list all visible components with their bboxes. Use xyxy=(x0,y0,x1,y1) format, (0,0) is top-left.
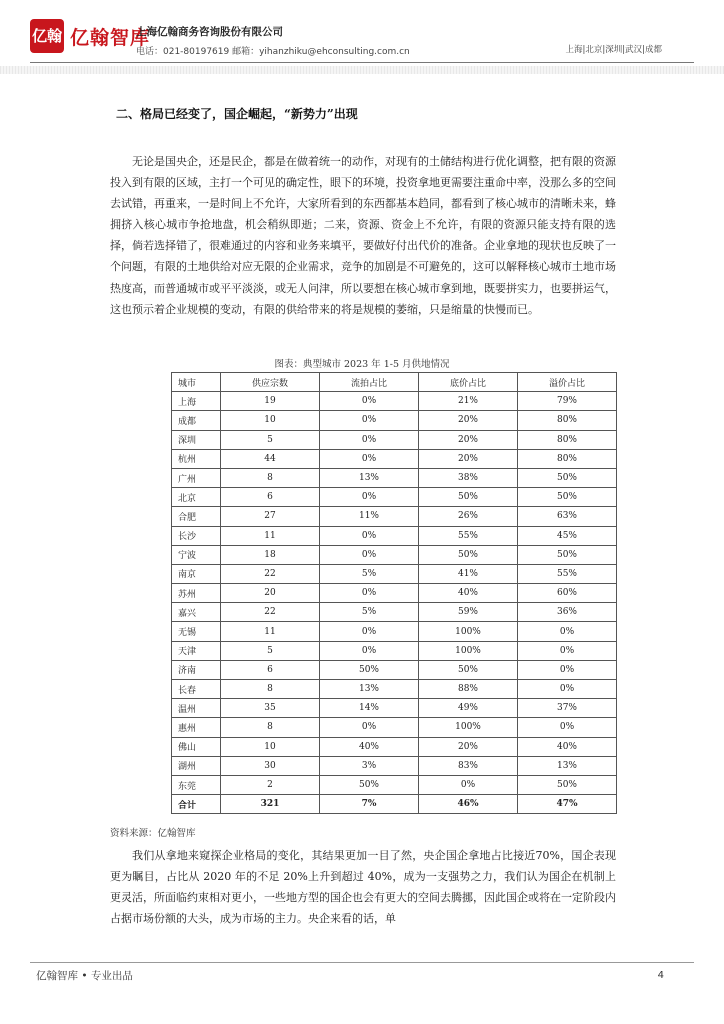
value-cell: 49% xyxy=(419,699,518,718)
city-cell: 杭州 xyxy=(172,449,221,468)
total-label-cell: 合计 xyxy=(172,795,221,814)
city-cell: 成都 xyxy=(172,411,221,430)
value-cell: 50% xyxy=(518,545,617,564)
table-row xyxy=(172,641,617,660)
value-cell: 6 xyxy=(221,488,320,507)
table-row xyxy=(172,718,617,737)
value-cell: 50% xyxy=(320,660,419,679)
total-value-cell: 47% xyxy=(518,795,617,814)
value-cell: 5 xyxy=(221,641,320,660)
value-cell: 0% xyxy=(320,584,419,603)
value-cell: 50% xyxy=(419,488,518,507)
value-cell: 83% xyxy=(419,756,518,775)
city-cell: 湖州 xyxy=(172,756,221,775)
value-cell: 40% xyxy=(518,737,617,756)
table-row xyxy=(172,564,617,583)
company-info xyxy=(136,24,410,57)
total-value-cell: 46% xyxy=(419,795,518,814)
table-row xyxy=(172,488,617,507)
office-cities: 上海|北京|深圳|武汉|成都 xyxy=(565,45,662,55)
city-cell: 惠州 xyxy=(172,718,221,737)
value-cell: 20% xyxy=(419,737,518,756)
table-row xyxy=(172,449,617,468)
section-title: 二、格局已经变了，国企崛起，“新势力”出现 xyxy=(116,107,358,121)
value-cell: 0% xyxy=(518,680,617,699)
header-cell: 溢价占比 xyxy=(518,373,617,392)
value-cell: 0% xyxy=(518,641,617,660)
table-row xyxy=(172,699,617,718)
value-cell: 14% xyxy=(320,699,419,718)
value-cell: 11% xyxy=(320,507,419,526)
table-row xyxy=(172,603,617,622)
value-cell: 27 xyxy=(221,507,320,526)
city-cell: 东莞 xyxy=(172,775,221,794)
header-cell: 供应宗数 xyxy=(221,373,320,392)
city-cell: 济南 xyxy=(172,660,221,679)
value-cell: 0% xyxy=(320,392,419,411)
value-cell: 60% xyxy=(518,584,617,603)
footer-divider xyxy=(30,962,694,963)
city-cell: 温州 xyxy=(172,699,221,718)
value-cell: 19 xyxy=(221,392,320,411)
company-contact: 电话：021-80197619 邮箱：yihanzhiku@ehconsulting.com.cn xyxy=(136,47,410,57)
city-cell: 长春 xyxy=(172,680,221,699)
city-cell: 天津 xyxy=(172,641,221,660)
value-cell: 79% xyxy=(518,392,617,411)
value-cell: 22 xyxy=(221,603,320,622)
table-row xyxy=(172,756,617,775)
value-cell: 44 xyxy=(221,449,320,468)
value-cell: 50% xyxy=(320,775,419,794)
value-cell: 100% xyxy=(419,718,518,737)
value-cell: 0% xyxy=(419,775,518,794)
value-cell: 0% xyxy=(320,488,419,507)
value-cell: 20% xyxy=(419,430,518,449)
value-cell: 55% xyxy=(419,526,518,545)
value-cell: 11 xyxy=(221,622,320,641)
total-value-cell: 7% xyxy=(320,795,419,814)
value-cell: 5 xyxy=(221,430,320,449)
city-cell: 无锡 xyxy=(172,622,221,641)
value-cell: 40% xyxy=(320,737,419,756)
city-cell: 嘉兴 xyxy=(172,603,221,622)
page-number: 4 xyxy=(657,970,664,981)
city-cell: 广州 xyxy=(172,468,221,487)
header-divider xyxy=(30,62,694,63)
value-cell: 0% xyxy=(518,660,617,679)
value-cell: 0% xyxy=(518,718,617,737)
value-cell: 37% xyxy=(518,699,617,718)
page-header xyxy=(0,0,724,72)
value-cell: 13% xyxy=(518,756,617,775)
logo-mark: 亿翰 xyxy=(30,19,64,53)
value-cell: 6 xyxy=(221,660,320,679)
company-name: 上海亿翰商务咨询股份有限公司 xyxy=(136,26,283,38)
city-cell: 合肥 xyxy=(172,507,221,526)
body-paragraph-2: 我们从拿地来窥探企业格局的变化，其结果更加一目了然，央企国企拿地占比接近70%，国企表现更为瞩目，占比从 2020 年的不足 20%上升到超过 40%，成为一支强势之力，我们认为国企在机制上更灵活，所面临约束相对更小，一些地方型的国企也会有更大的空间去腾挪，因此国企或将在一定阶段内占据市场份额的大头，成为市场的主力。央企来看的话，单 xyxy=(110,849,616,926)
value-cell: 80% xyxy=(518,411,617,430)
logo-text: 亿翰智库 xyxy=(70,26,151,49)
value-cell: 8 xyxy=(221,468,320,487)
value-cell: 0% xyxy=(320,449,419,468)
table-row xyxy=(172,737,617,756)
value-cell: 0% xyxy=(320,526,419,545)
value-cell: 0% xyxy=(320,718,419,737)
value-cell: 20% xyxy=(419,411,518,430)
value-cell: 100% xyxy=(419,641,518,660)
table-row xyxy=(172,507,617,526)
table-total-row xyxy=(172,795,617,814)
city-cell: 苏州 xyxy=(172,584,221,603)
city-cell: 南京 xyxy=(172,564,221,583)
company-logo xyxy=(30,18,150,54)
value-cell: 0% xyxy=(320,545,419,564)
value-cell: 36% xyxy=(518,603,617,622)
value-cell: 80% xyxy=(518,449,617,468)
header-cell: 流拍占比 xyxy=(320,373,419,392)
table-row xyxy=(172,680,617,699)
total-value-cell: 321 xyxy=(221,795,320,814)
value-cell: 55% xyxy=(518,564,617,583)
value-cell: 13% xyxy=(320,680,419,699)
value-cell: 3% xyxy=(320,756,419,775)
value-cell: 50% xyxy=(518,775,617,794)
value-cell: 26% xyxy=(419,507,518,526)
value-cell: 2 xyxy=(221,775,320,794)
table-caption: 图表：典型城市 2023 年 1-5 月供地情况 xyxy=(274,359,450,370)
value-cell: 80% xyxy=(518,430,617,449)
value-cell: 59% xyxy=(419,603,518,622)
value-cell: 30 xyxy=(221,756,320,775)
header-cell: 底价占比 xyxy=(419,373,518,392)
header-band xyxy=(0,66,724,74)
table-row xyxy=(172,775,617,794)
table-row xyxy=(172,468,617,487)
value-cell: 38% xyxy=(419,468,518,487)
body-paragraph-1: 无论是国央企，还是民企，都是在做着统一的动作，对现有的土储结构进行优化调整，把有限的资源投入到有限的区域，主打一个可见的确定性，眼下的环境，投资拿地更需要注重命中率，没那么多的空间去试错，再重来，一是时间上不允许，大家所看到的东西都基本趋同，都看到了核心城市的清晰未来，蜂拥挤入核心城市争抢地盘，机会稍纵即逝；二来，资源、资金上不允许，有限的资源只能支持有限的选择，倘若选择错了，很难通过的内容和业务来填平，要做好付出代价的准备。企业拿地的现状也反映了一个问题，有限的土地供给对应无限的企业需求，竞争的加剧是不可避免的，这可以解释核心城市土地市场热度高，而普通城市或平平淡淡，或无人问津，所以要想在核心城市拿到地，既要拼实力，也要拼运气，这也预示着企业规模的变动，有限的供给带来的将是规模的萎缩，只是缩量的快慢而已。 xyxy=(110,155,616,316)
city-cell: 深圳 xyxy=(172,430,221,449)
value-cell: 35 xyxy=(221,699,320,718)
value-cell: 21% xyxy=(419,392,518,411)
value-cell: 0% xyxy=(320,430,419,449)
footer-brand: 亿翰智库 • 专业出品 xyxy=(36,970,133,982)
value-cell: 40% xyxy=(419,584,518,603)
value-cell: 11 xyxy=(221,526,320,545)
value-cell: 50% xyxy=(518,488,617,507)
value-cell: 20 xyxy=(221,584,320,603)
value-cell: 0% xyxy=(320,411,419,430)
value-cell: 0% xyxy=(320,622,419,641)
value-cell: 5% xyxy=(320,564,419,583)
table-row xyxy=(172,411,617,430)
value-cell: 50% xyxy=(419,545,518,564)
value-cell: 45% xyxy=(518,526,617,545)
value-cell: 22 xyxy=(221,564,320,583)
value-cell: 88% xyxy=(419,680,518,699)
value-cell: 5% xyxy=(320,603,419,622)
value-cell: 50% xyxy=(518,468,617,487)
city-cell: 长沙 xyxy=(172,526,221,545)
city-cell: 上海 xyxy=(172,392,221,411)
value-cell: 13% xyxy=(320,468,419,487)
table-header-row xyxy=(172,373,617,392)
value-cell: 50% xyxy=(419,660,518,679)
value-cell: 18 xyxy=(221,545,320,564)
value-cell: 10 xyxy=(221,737,320,756)
table-row xyxy=(172,430,617,449)
data-source: 资料来源：亿翰智库 xyxy=(110,828,196,839)
city-cell: 宁波 xyxy=(172,545,221,564)
value-cell: 63% xyxy=(518,507,617,526)
value-cell: 20% xyxy=(419,449,518,468)
value-cell: 0% xyxy=(320,641,419,660)
value-cell: 8 xyxy=(221,680,320,699)
table-row xyxy=(172,622,617,641)
value-cell: 41% xyxy=(419,564,518,583)
table-row xyxy=(172,660,617,679)
value-cell: 100% xyxy=(419,622,518,641)
land-supply-table xyxy=(171,372,617,814)
table-row xyxy=(172,584,617,603)
city-cell: 北京 xyxy=(172,488,221,507)
value-cell: 10 xyxy=(221,411,320,430)
value-cell: 0% xyxy=(518,622,617,641)
header-cell: 城市 xyxy=(172,373,221,392)
value-cell: 8 xyxy=(221,718,320,737)
table-row xyxy=(172,392,617,411)
table-body xyxy=(172,392,617,814)
city-cell: 佛山 xyxy=(172,737,221,756)
table-row xyxy=(172,526,617,545)
table-row xyxy=(172,545,617,564)
